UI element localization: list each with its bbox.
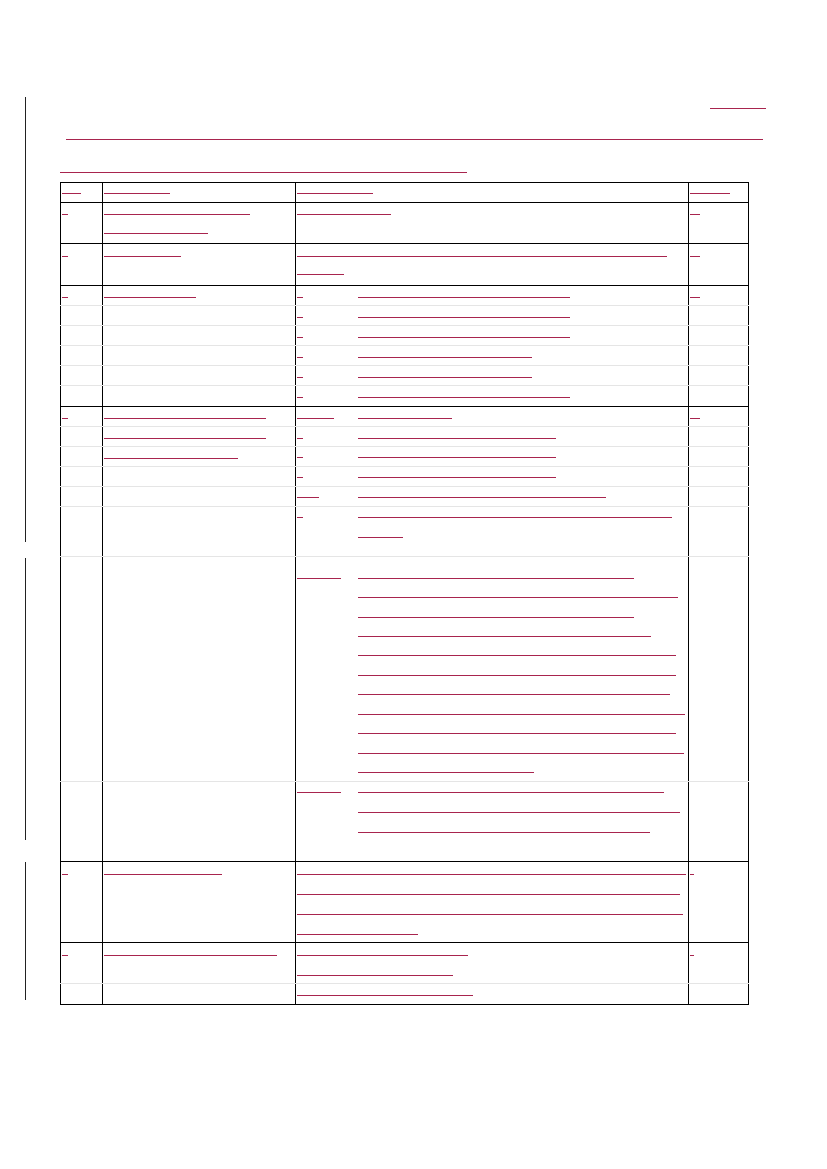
header-cell-line [62,193,81,194]
revision-bar [25,97,26,542]
header-cell-line [297,193,373,194]
revision-bar [25,862,26,1000]
document-subtitle-line [60,172,467,173]
header-cell-line [104,193,170,194]
header-cell-line [690,193,730,194]
revision-bar [25,558,26,840]
page-number-line [710,108,766,109]
document-title-line [66,139,763,140]
